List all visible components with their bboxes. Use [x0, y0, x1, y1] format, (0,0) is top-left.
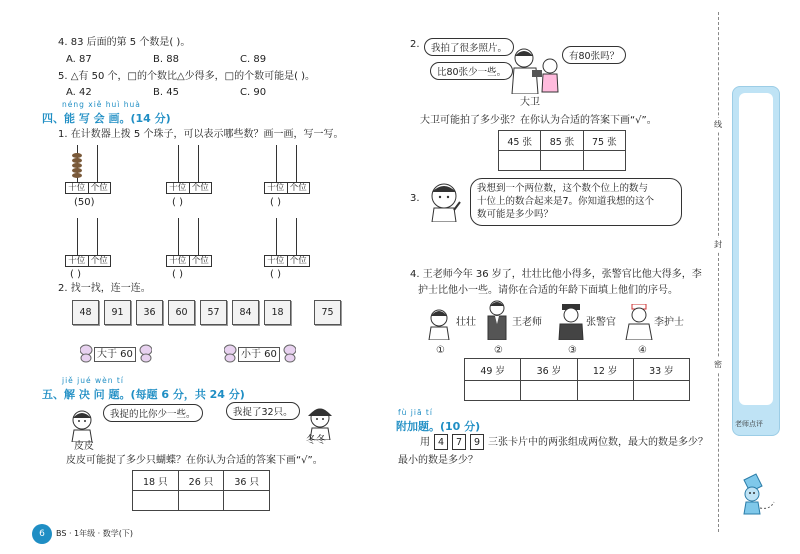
person-mark: ③ [568, 345, 577, 356]
answer-blank[interactable]: ( ) [172, 269, 183, 280]
answer-blank[interactable]: ( ) [270, 197, 281, 208]
comment-area[interactable] [739, 93, 773, 405]
number-tag[interactable]: 36 [136, 300, 163, 325]
footer-series: BS · 1年级 · 数学(下) [56, 529, 134, 538]
person-name: 王老师 [512, 317, 542, 328]
q4-option-a: A. 87 [66, 54, 92, 65]
answer-blank[interactable]: ( ) [70, 269, 81, 280]
person-mark: ② [494, 345, 503, 356]
david-name: 大卫 [520, 97, 540, 108]
r-q2-question: 大卫可能拍了多少张？在你认为合适的答案下画“√”。 [420, 115, 657, 126]
number-tag[interactable]: 60 [168, 300, 195, 325]
answer-cell[interactable] [133, 491, 179, 511]
number-tag[interactable]: 57 [200, 300, 227, 325]
number-tag[interactable]: 48 [72, 300, 99, 325]
number-tag[interactable]: 18 [264, 300, 291, 325]
r-q2-num: 2. [410, 39, 420, 50]
dongdong-bubble: 我捉了32只。 [226, 402, 300, 420]
bonus-post: 三张卡片中的两张组成两位数，最大的数是多少？ [488, 437, 708, 448]
bonus-line2: 最小的数是多少？ [398, 455, 478, 466]
number-tag[interactable]: 75 [314, 300, 341, 325]
r-q2-bubble1: 我拍了很多照片。 [424, 38, 514, 56]
age-cell: 36 岁 [521, 359, 577, 381]
choice-cell: 75 张 [583, 131, 625, 151]
r-q2-bubble2: 比80张少一些。 [430, 62, 513, 80]
sec5-title: 五、解 决 问 题。(每题 6 分，共 24 分) [42, 388, 245, 401]
teacher-figure-icon [484, 300, 510, 340]
answer-blank[interactable]: ( ) [172, 197, 183, 208]
person-name: 李护士 [654, 317, 684, 328]
binding-char: 线 [714, 118, 722, 132]
answer-blank[interactable]: ( ) [270, 269, 281, 280]
pencil-mascot-icon [736, 472, 776, 516]
ones-label: 个位 [289, 256, 307, 266]
ones-label: 个位 [90, 256, 108, 266]
age-cell: 49 岁 [465, 359, 521, 381]
q5-option-a: A. 42 [66, 87, 92, 98]
choice-cell: 36 只 [224, 471, 270, 491]
pipi-name: 皮皮 [74, 441, 94, 452]
r-q3-bubble-line1: 我想到一个两位数，这个数个位上的数与 [477, 183, 649, 194]
number-tag[interactable]: 91 [104, 300, 131, 325]
number-tag[interactable]: 84 [232, 300, 259, 325]
example-answer: (50) [74, 197, 95, 208]
pipi-bubble: 我捉的比你少一些。 [103, 404, 203, 422]
age-cell: 33 岁 [633, 359, 689, 381]
ones-label: 个位 [191, 183, 209, 193]
r-q3-num: 3. [410, 193, 420, 204]
s5q1-question: 皮皮可能捉了多少只蝴蝶？在你认为合适的答案下画“√”。 [66, 455, 323, 466]
person-name: 壮壮 [456, 317, 476, 328]
answer-cell[interactable] [577, 381, 633, 401]
binding-char: 封 [714, 238, 722, 252]
tens-label: 十位 [167, 256, 190, 266]
pipi-choice-table [132, 470, 270, 511]
page-number: 6 [32, 524, 52, 544]
r-q3-bubble [470, 178, 682, 226]
target-label: 小于 60 [238, 347, 280, 362]
age-table [464, 358, 690, 401]
bonus-pre: 用 [420, 437, 430, 448]
choice-cell: 85 张 [541, 131, 583, 151]
age-cell: 12 岁 [577, 359, 633, 381]
q5-option-c: C. 90 [240, 87, 267, 98]
ones-label: 个位 [191, 256, 209, 266]
answer-cell[interactable] [633, 381, 689, 401]
r-q3-bubble-line2: 十位上的数合起来是7。你知道我想的这个 [477, 196, 655, 207]
digit-card: 4 [434, 434, 448, 450]
s4q2-text: 2. 找一找，连一连。 [58, 283, 151, 294]
teacher-comment-label: 老师点评 [735, 420, 763, 428]
answer-cell[interactable] [521, 381, 577, 401]
sec4-pinyin: néng xiě huì huà [62, 100, 141, 109]
target-label: 大于 60 [94, 347, 136, 362]
binding-char: 密 [714, 358, 722, 372]
q4-text: 4. 83 后面的第 5 个数是( )。 [58, 37, 191, 48]
target-greater[interactable] [80, 344, 152, 364]
q4-option-c: C. 89 [240, 54, 267, 65]
q5-text: 5. △有 50 个，□的个数比△少得多，□的个数可能是( )。 [58, 71, 316, 82]
police-figure-icon [556, 304, 586, 340]
r-q2-bubble3: 有80张吗？ [562, 46, 626, 64]
binding-line [718, 12, 719, 532]
target-less[interactable] [224, 344, 296, 364]
ones-label: 个位 [289, 183, 307, 193]
answer-cell[interactable] [224, 491, 270, 511]
q5-option-b: B. 45 [153, 87, 179, 98]
tens-label: 十位 [167, 183, 190, 193]
bonus-pinyin: fù jiā tí [398, 408, 433, 417]
david-choice-table [498, 130, 626, 171]
person-name: 张警官 [586, 317, 616, 328]
bonus-title: 附加题。(10 分) [396, 420, 481, 433]
tens-label: 十位 [265, 256, 288, 266]
dongdong-name: 冬冬 [306, 435, 326, 446]
r-q4-line2: 护士比他小一些。请你在合适的年龄下面填上他们的序号。 [418, 285, 678, 296]
teacher-comment-panel [732, 86, 780, 436]
answer-cell[interactable] [465, 381, 521, 401]
answer-cell[interactable] [499, 151, 541, 171]
tens-label: 十位 [66, 256, 89, 266]
thinking-boy-icon [424, 180, 466, 222]
choice-cell: 45 张 [499, 131, 541, 151]
answer-cell[interactable] [583, 151, 625, 171]
tens-label: 十位 [265, 183, 288, 193]
s4q1-text: 1. 在计数器上拨 5 个珠子，可以表示哪些数？画一画，写一写。 [58, 129, 344, 140]
answer-cell[interactable] [541, 151, 583, 171]
pipi-figure-icon [62, 408, 102, 442]
choice-cell: 18 只 [133, 471, 179, 491]
person-mark: ① [436, 345, 445, 356]
r-q4-line1: 4. 王老师今年 36 岁了，壮壮比他小得多，张警官比他大得多，李 [410, 269, 702, 280]
q4-option-b: B. 88 [153, 54, 179, 65]
answer-cell[interactable] [178, 491, 224, 511]
nurse-figure-icon [624, 304, 654, 340]
tens-label: 十位 [66, 183, 89, 193]
sec5-pinyin: jiě jué wèn tí [62, 376, 124, 385]
ones-label: 个位 [90, 183, 108, 193]
david-figure-icon [506, 46, 562, 94]
choice-cell: 26 只 [178, 471, 224, 491]
digit-card: 7 [452, 434, 466, 450]
zhuangzhuang-figure-icon [424, 308, 454, 340]
sec4-title: 四、能 写 会 画。(14 分) [42, 112, 171, 125]
digit-card: 9 [470, 434, 484, 450]
person-mark: ④ [638, 345, 647, 356]
r-q3-bubble-line3: 数可能是多少吗？ [477, 209, 554, 220]
